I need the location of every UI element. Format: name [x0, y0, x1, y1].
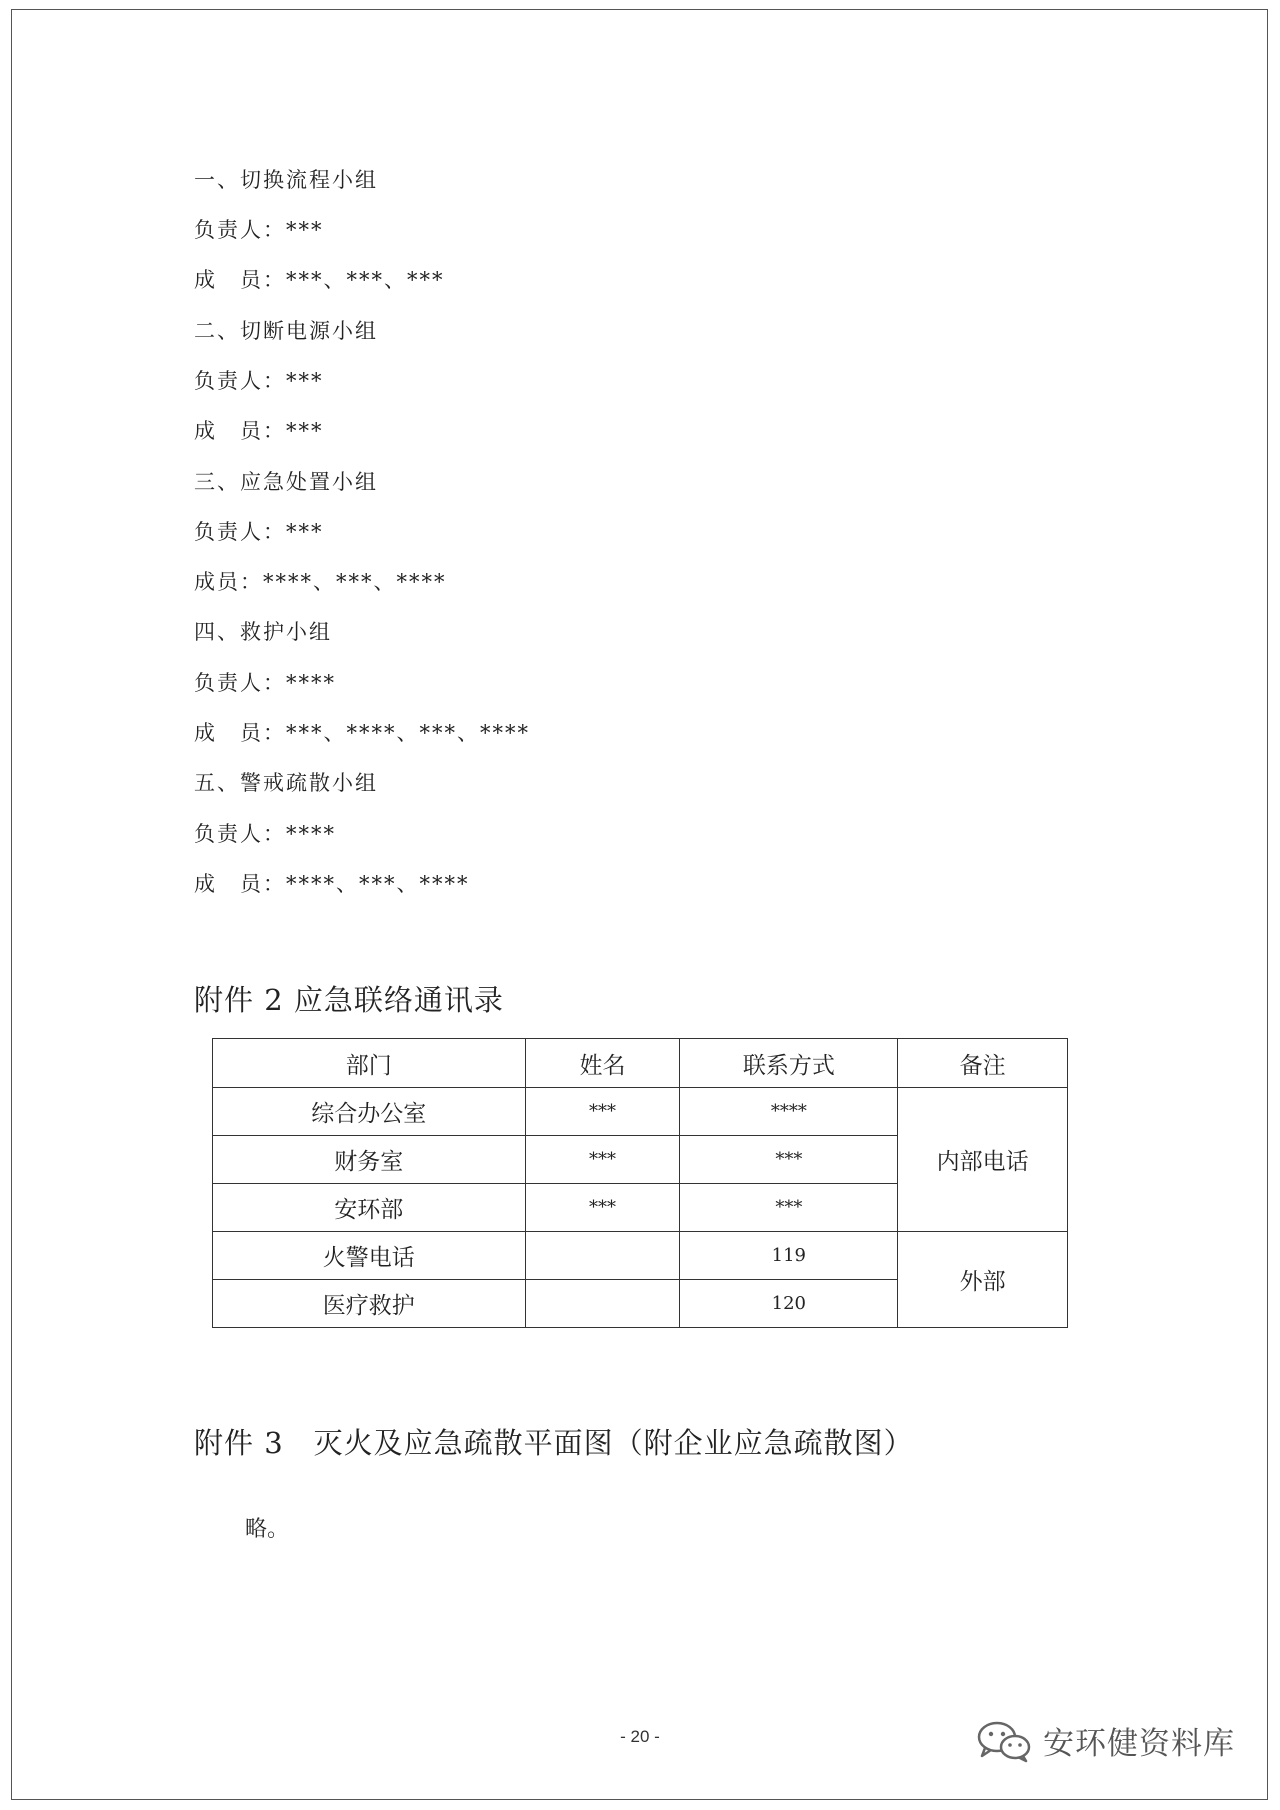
group-leader: 负责人：*** [194, 369, 324, 393]
header-contact: 联系方式 [680, 1039, 898, 1088]
table-row [213, 1088, 1068, 1136]
group-title: 五、警戒疏散小组 [194, 771, 378, 795]
annex3-body: 略。 [245, 1517, 290, 1542]
group-leader: 负责人：**** [194, 671, 336, 695]
cell-name: *** [525, 1136, 680, 1184]
cell-department: 安环部 [213, 1184, 526, 1232]
cell-name [525, 1280, 680, 1328]
group-title: 三、应急处置小组 [194, 470, 378, 494]
cell-name: *** [525, 1184, 680, 1232]
wechat-icon [975, 1719, 1033, 1763]
annex2-title: 附件 2 应急联络通讯录 [194, 983, 504, 1017]
group-members: 成 员：*** [194, 419, 324, 443]
group-members: 成员：****、***、**** [194, 570, 447, 594]
annex3-title: 附件 3 灭火及应急疏散平面图（附企业应急疏散图） [194, 1426, 914, 1460]
cell-department: 财务室 [213, 1136, 526, 1184]
cell-contact: 119 [680, 1232, 898, 1280]
group-members: 成 员：****、***、**** [194, 872, 470, 896]
table-row [213, 1232, 1068, 1280]
watermark [975, 1718, 1235, 1763]
group-leader: 负责人：*** [194, 218, 324, 242]
group-leader: 负责人：*** [194, 520, 324, 544]
header-department: 部门 [213, 1039, 526, 1088]
cell-contact: *** [680, 1184, 898, 1232]
cell-remark-internal: 内部电话 [898, 1088, 1068, 1232]
group-leader: 负责人：**** [194, 822, 336, 846]
group-title: 二、切断电源小组 [194, 319, 378, 343]
cell-department: 火警电话 [213, 1232, 526, 1280]
group-members: 成 员：***、****、***、**** [194, 721, 530, 745]
contact-table [212, 1038, 1068, 1328]
table-header-row [213, 1039, 1068, 1088]
cell-department: 医疗救护 [213, 1280, 526, 1328]
group-title: 一、切换流程小组 [194, 168, 378, 192]
cell-name: *** [525, 1088, 680, 1136]
watermark-text: 安环健资料库 [1043, 1726, 1235, 1762]
cell-name [525, 1232, 680, 1280]
page-number: - 20 - [620, 1727, 660, 1746]
cell-contact: *** [680, 1136, 898, 1184]
cell-contact: **** [680, 1088, 898, 1136]
group-members: 成 员：***、***、*** [194, 268, 445, 292]
cell-contact: 120 [680, 1280, 898, 1328]
header-name: 姓名 [525, 1039, 680, 1088]
header-remark: 备注 [898, 1039, 1068, 1088]
cell-remark-external: 外部 [898, 1232, 1068, 1328]
group-title: 四、救护小组 [194, 620, 332, 644]
cell-department: 综合办公室 [213, 1088, 526, 1136]
